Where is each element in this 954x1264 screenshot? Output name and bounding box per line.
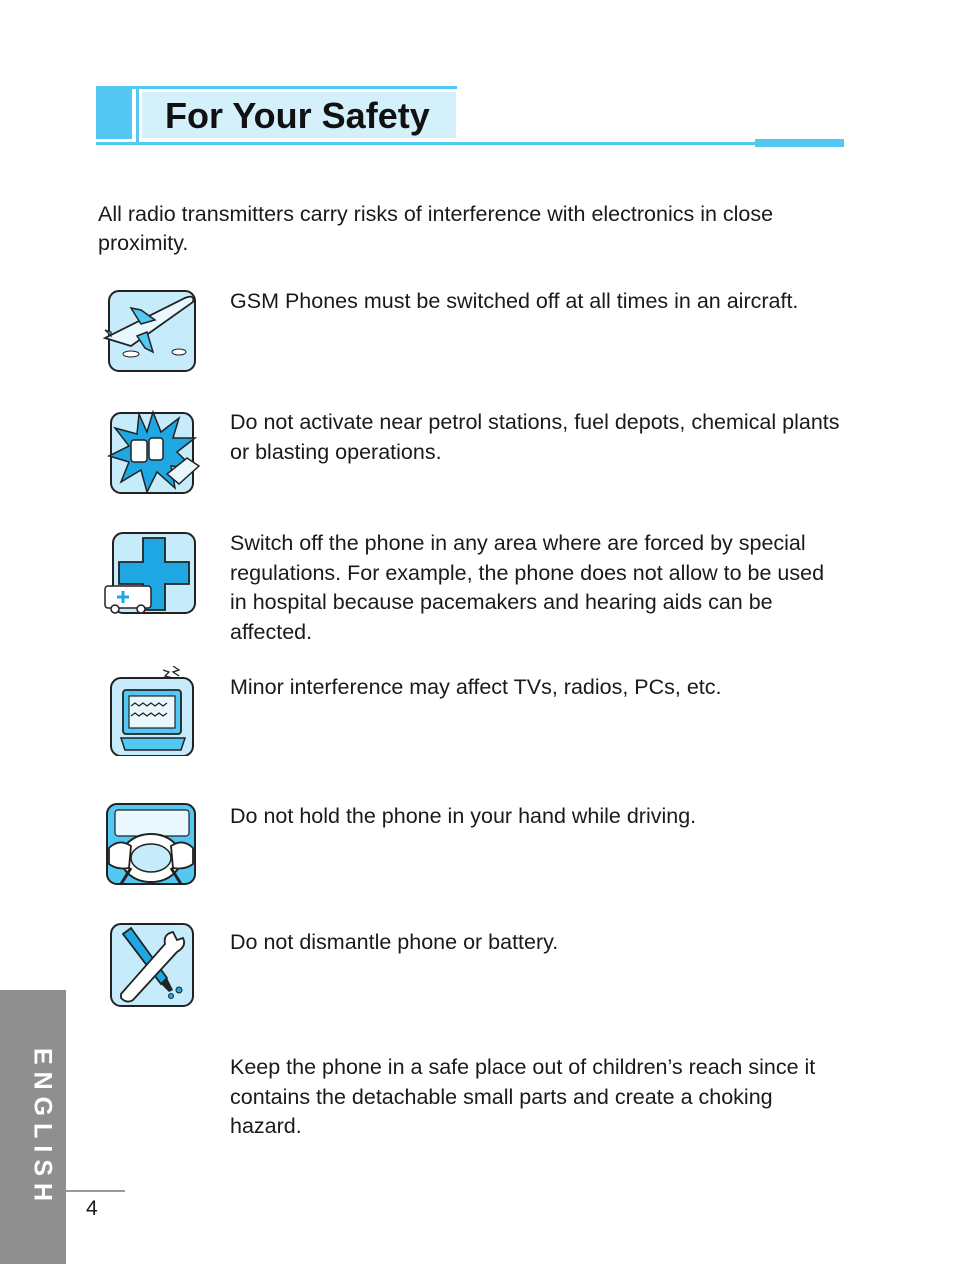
- tv-interference-icon: [101, 666, 201, 756]
- explosion-fuel-icon: [101, 408, 201, 498]
- header-accent-square: [96, 89, 132, 139]
- safety-item-driving: Do not hold the phone in your hand while driving.: [230, 804, 697, 828]
- header-tab-marker: [755, 139, 844, 147]
- language-side-label: ENGLISH: [28, 1047, 57, 1209]
- header-divider: [136, 86, 139, 142]
- header-top-rule: [96, 86, 457, 89]
- safety-item-tv-interference: Minor interference may affect TVs, radios, PCs, etc.: [230, 675, 722, 699]
- intro-paragraph: All radio transmitters carry risks of interference with electronics in close proximity.: [98, 202, 774, 255]
- driving-steering-wheel-icon: [101, 798, 201, 888]
- safety-item-children: Keep the phone in a safe place out of children’s reach since it contains the detachable small parts and create a choking hazard.: [230, 1055, 816, 1138]
- tools-dismantle-icon: [101, 920, 201, 1010]
- hospital-ambulance-icon: [101, 528, 201, 618]
- safety-item-hospital: Switch off the phone in any area where are forced by special regulations. For example, the phone does not allow to be used in hospital because pacemakers and hearing aids can be affected.: [230, 531, 825, 644]
- safety-item-aircraft: GSM Phones must be switched off at all times in an aircraft.: [230, 289, 799, 313]
- airplane-icon: [101, 286, 201, 376]
- safety-item-dismantle: Do not dismantle phone or battery.: [230, 930, 559, 954]
- safety-item-fuel-stations: Do not activate near petrol stations, fuel depots, chemical plants or blasting operations.: [230, 410, 840, 464]
- header-base-rule: [96, 142, 844, 145]
- page-number: 4: [86, 1197, 98, 1220]
- page-title: For Your Safety: [165, 95, 430, 136]
- page-number-rule: [66, 1190, 125, 1192]
